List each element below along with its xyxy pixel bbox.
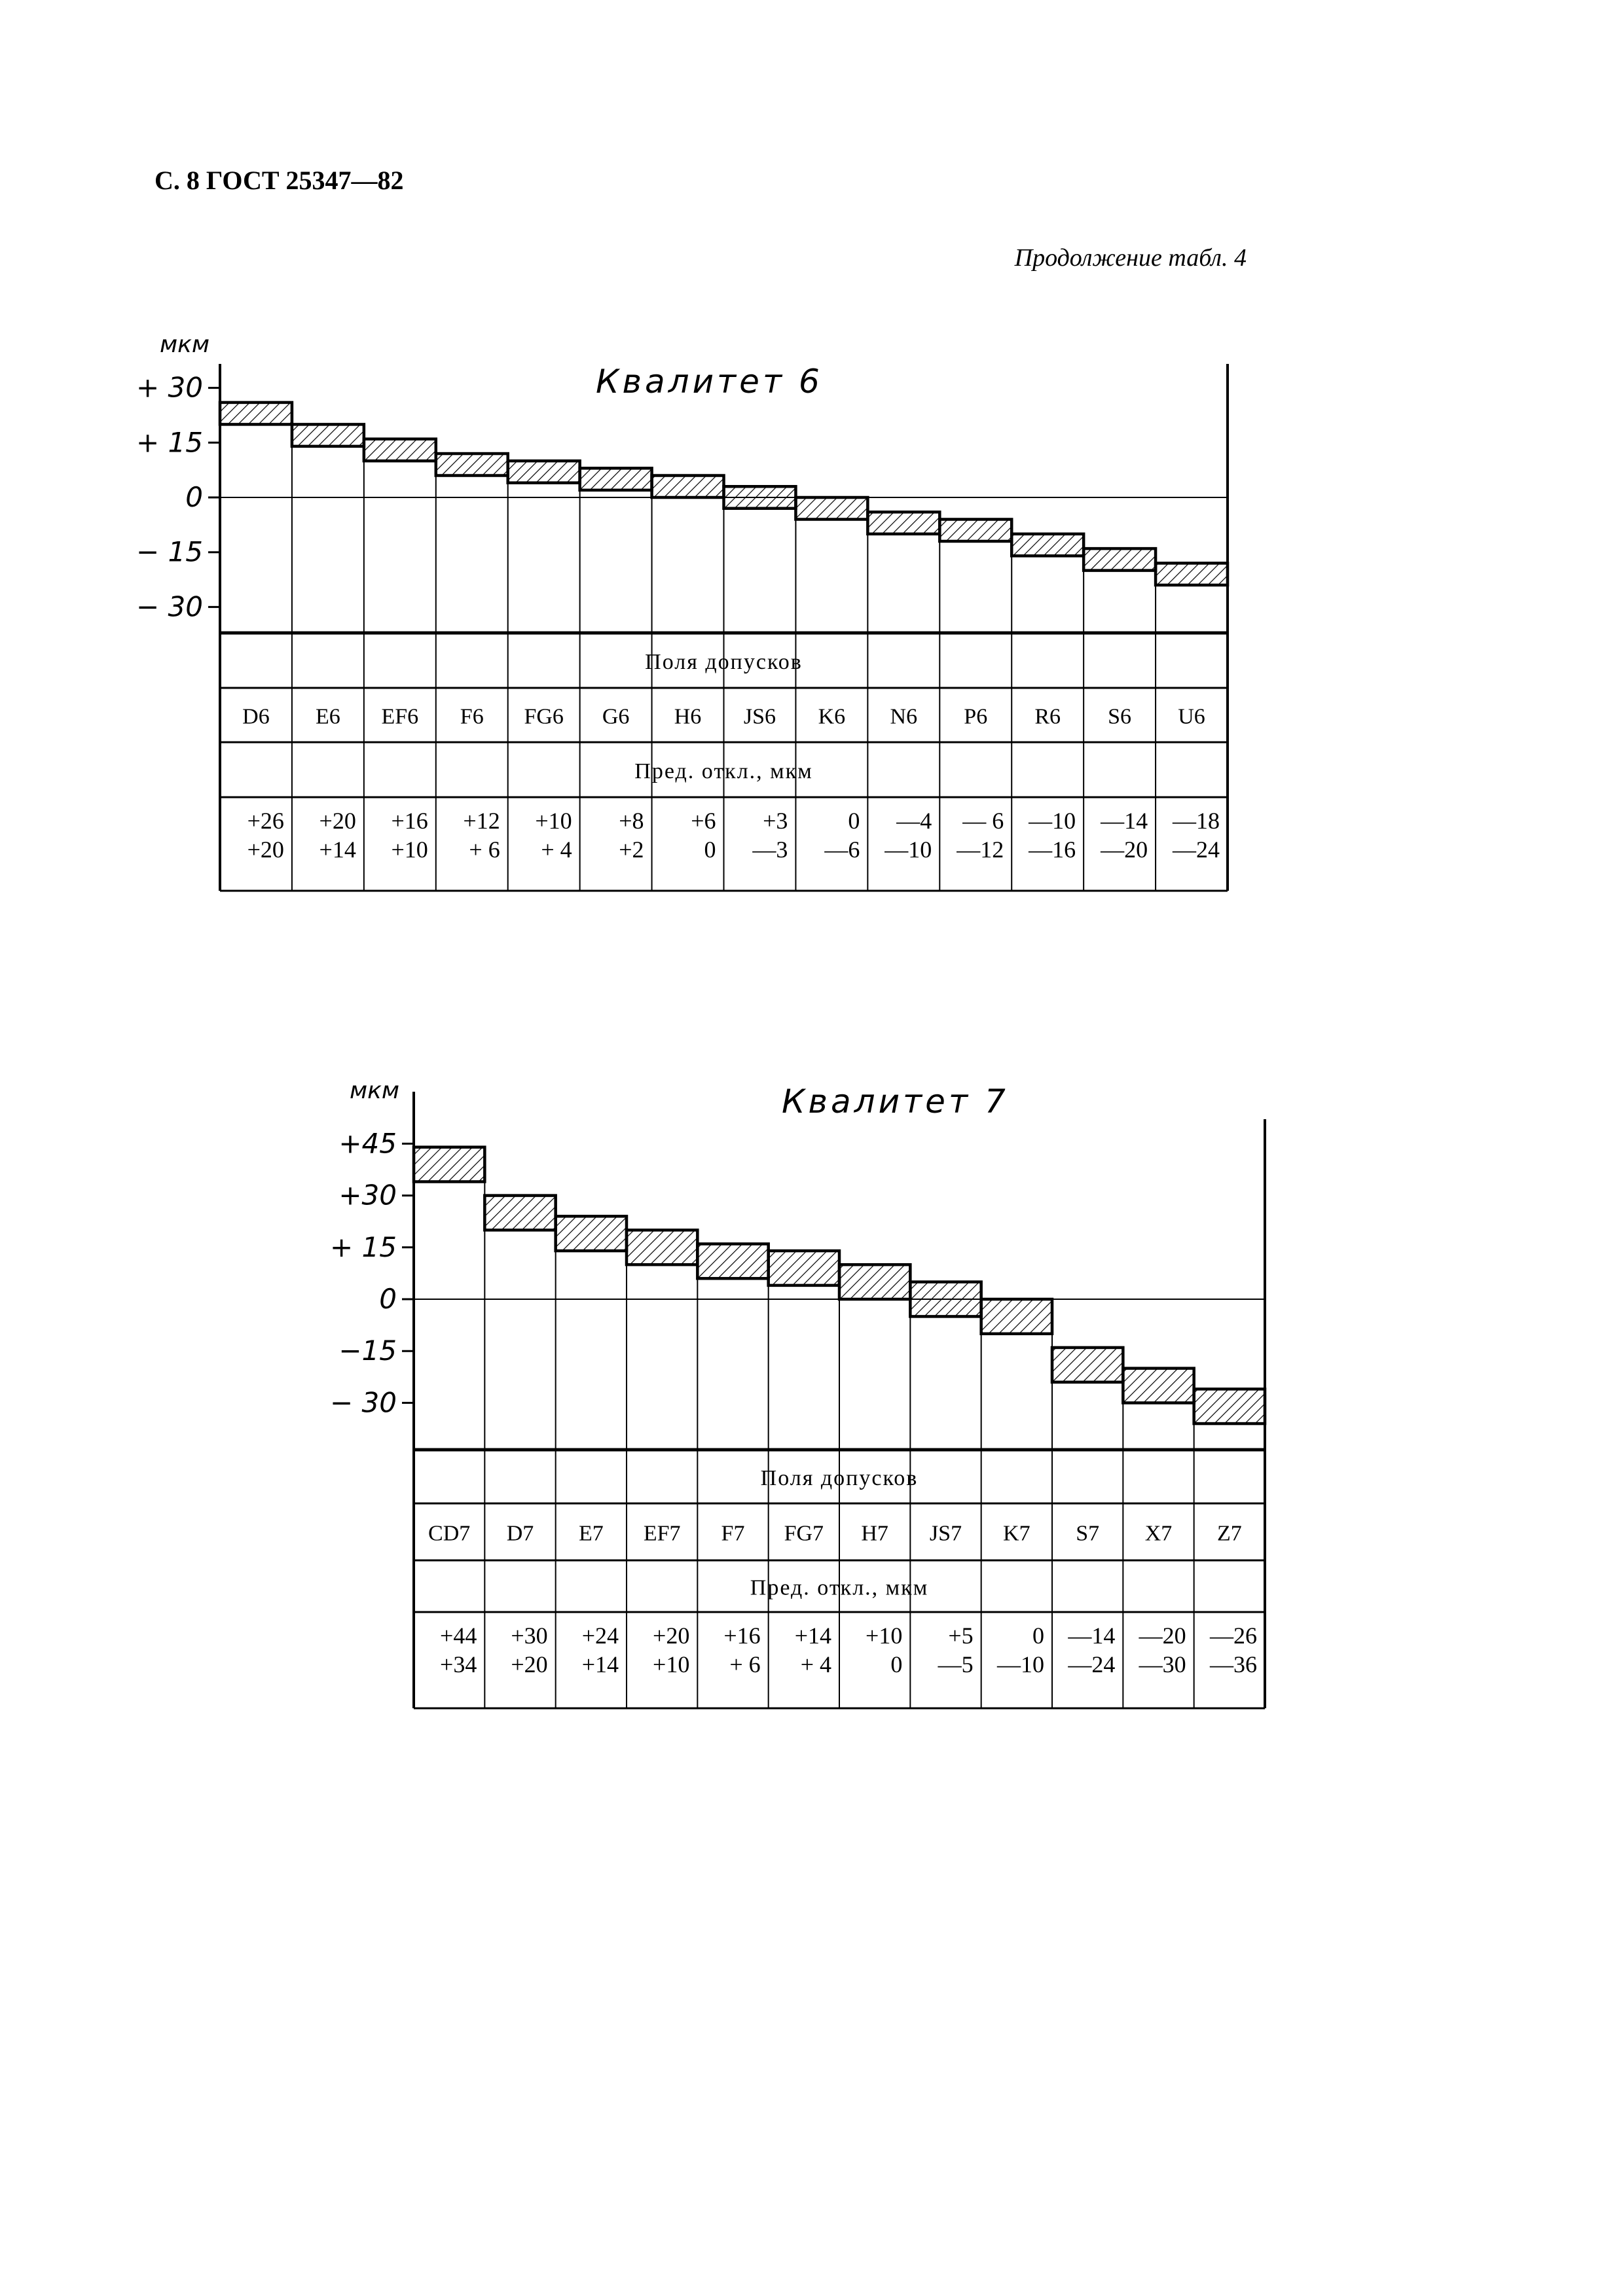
- lower-deviation-value: —20: [1101, 836, 1148, 863]
- deviations-header: Пред. откл., мкм: [634, 759, 813, 783]
- upper-deviation-value: +10: [866, 1623, 903, 1649]
- lower-deviation-value: —30: [1139, 1651, 1186, 1677]
- tolerance-zone-F7: [697, 1244, 768, 1279]
- tolerance-field-label: G6: [602, 704, 630, 729]
- upper-deviation-value: +8: [619, 808, 644, 834]
- lower-deviation-value: + 4: [541, 836, 572, 863]
- upper-deviation-value: +14: [794, 1623, 831, 1649]
- lower-deviation-value: +10: [391, 836, 428, 863]
- tolerance-field-label: K7: [1003, 1521, 1030, 1546]
- upper-deviation-value: —18: [1173, 808, 1220, 834]
- upper-deviation-value: +20: [653, 1623, 690, 1649]
- lower-deviation-value: —10: [997, 1651, 1044, 1677]
- upper-deviation-value: +10: [535, 808, 572, 834]
- upper-deviation-value: —14: [1068, 1623, 1116, 1649]
- upper-deviation-value: +30: [511, 1623, 548, 1649]
- upper-deviation-value: +16: [391, 808, 428, 834]
- lower-deviation-value: —16: [1029, 836, 1076, 863]
- tolerance-field-label: CD7: [428, 1521, 471, 1546]
- fields-header: Поля допусков: [645, 650, 803, 674]
- page-header: С. 8 ГОСТ 25347—82: [155, 166, 404, 195]
- upper-deviation-value: —20: [1139, 1623, 1186, 1649]
- lower-deviation-value: +2: [619, 836, 644, 863]
- lower-deviation-value: —6: [824, 836, 860, 863]
- tolerance-zone-Z7: [1194, 1389, 1265, 1424]
- tolerance-field-label: FG6: [524, 704, 564, 729]
- upper-deviation-value: +6: [691, 808, 716, 834]
- y-axis-label: мкм: [350, 1077, 400, 1104]
- y-axis-label: мкм: [160, 331, 210, 358]
- upper-deviation-value: +26: [247, 808, 284, 834]
- y-tick-label: + 30: [136, 371, 203, 404]
- lower-deviation-value: —24: [1173, 836, 1220, 863]
- upper-deviation-value: +24: [581, 1623, 619, 1649]
- lower-deviation-value: —12: [957, 836, 1004, 863]
- tolerance-field-label: E7: [578, 1521, 604, 1546]
- tolerance-field-label: K6: [818, 704, 846, 729]
- lower-deviation-value: +20: [247, 836, 284, 863]
- tolerance-field-label: D7: [506, 1521, 534, 1546]
- lower-deviation-value: +34: [440, 1651, 477, 1677]
- tolerance-field-label: R6: [1034, 704, 1061, 729]
- tolerance-zone-K7: [981, 1299, 1052, 1334]
- y-tick-label: + 15: [136, 426, 203, 459]
- fields-header: Поля допусков: [760, 1466, 919, 1490]
- lower-deviation-value: + 6: [469, 836, 500, 863]
- tolerance-field-label: F6: [460, 704, 484, 729]
- upper-deviation-value: +12: [463, 808, 500, 834]
- tolerance-field-label: FG7: [784, 1521, 824, 1546]
- tolerance-zone-JS7: [910, 1282, 981, 1317]
- upper-deviation-value: +3: [763, 808, 788, 834]
- upper-deviation-value: +20: [319, 808, 356, 834]
- upper-deviation-value: —4: [896, 808, 932, 834]
- tolerance-field-label: EF6: [381, 704, 419, 729]
- lower-deviation-value: —24: [1068, 1651, 1116, 1677]
- upper-deviation-value: +44: [440, 1623, 477, 1649]
- deviations-header: Пред. откл., мкм: [750, 1575, 929, 1600]
- tolerance-field-label: S7: [1076, 1521, 1100, 1546]
- tolerance-field-label: H7: [861, 1521, 888, 1546]
- tolerance-field-label: N6: [890, 704, 918, 729]
- y-tick-label: − 15: [136, 535, 203, 568]
- lower-deviation-value: 0: [890, 1651, 903, 1677]
- y-tick-label: + 15: [330, 1230, 397, 1263]
- lower-deviation-value: + 4: [800, 1651, 831, 1677]
- y-tick-label: 0: [185, 481, 203, 513]
- tolerance-field-label: P6: [964, 704, 988, 729]
- tolerance-field-label: JS6: [743, 704, 776, 729]
- chart-title: Квалитет 7: [782, 1083, 1009, 1121]
- y-tick-label: − 30: [330, 1386, 397, 1419]
- table-continuation-note: Продолжение табл. 4: [1014, 244, 1247, 272]
- lower-deviation-value: —10: [884, 836, 932, 863]
- tolerance-zone-E7: [556, 1216, 627, 1251]
- tolerance-field-label: Z7: [1216, 1521, 1242, 1546]
- upper-deviation-value: +5: [948, 1623, 974, 1649]
- lower-deviation-value: —36: [1210, 1651, 1257, 1677]
- lower-deviation-value: —3: [752, 836, 788, 863]
- tolerance-zone-D7: [484, 1196, 555, 1230]
- y-tick-label: −15: [338, 1335, 397, 1367]
- lower-deviation-value: + 6: [729, 1651, 761, 1677]
- chart-title: Квалитет 6: [596, 363, 823, 401]
- lower-deviation-value: +14: [319, 836, 356, 863]
- lower-deviation-value: +20: [511, 1651, 548, 1677]
- upper-deviation-value: +16: [723, 1623, 761, 1649]
- upper-deviation-value: 0: [848, 808, 860, 834]
- y-tick-label: +30: [338, 1179, 397, 1211]
- tolerance-zone-S7: [1052, 1348, 1123, 1382]
- tolerance-zone-CD7: [414, 1147, 484, 1182]
- tolerance-field-label: X7: [1144, 1521, 1173, 1546]
- tolerance-zone-EF7: [627, 1230, 697, 1265]
- tolerance-field-label: S6: [1108, 704, 1132, 729]
- upper-deviation-value: —10: [1029, 808, 1076, 834]
- tolerance-field-label: EF7: [643, 1521, 681, 1546]
- tolerance-field-label: H6: [674, 704, 702, 729]
- upper-deviation-value: — 6: [962, 808, 1004, 834]
- lower-deviation-value: —5: [938, 1651, 974, 1677]
- upper-deviation-value: 0: [1032, 1623, 1044, 1649]
- tolerance-field-label: D6: [242, 704, 270, 729]
- upper-deviation-value: —26: [1210, 1623, 1257, 1649]
- tolerance-zone-X7: [1123, 1369, 1194, 1403]
- tolerance-zone-FG7: [769, 1251, 839, 1285]
- tolerance-field-label: JS7: [929, 1521, 962, 1546]
- tolerance-field-label: F7: [721, 1521, 745, 1546]
- tolerance-field-label: E6: [316, 704, 340, 729]
- upper-deviation-value: —14: [1101, 808, 1148, 834]
- y-tick-label: +45: [338, 1127, 397, 1160]
- lower-deviation-value: +14: [581, 1651, 619, 1677]
- lower-deviation-value: +10: [653, 1651, 690, 1677]
- tolerance-zone-H7: [839, 1265, 910, 1299]
- y-tick-label: − 30: [136, 590, 203, 623]
- tolerance-field-label: U6: [1178, 704, 1205, 729]
- lower-deviation-value: 0: [704, 836, 716, 863]
- y-tick-label: 0: [379, 1283, 397, 1315]
